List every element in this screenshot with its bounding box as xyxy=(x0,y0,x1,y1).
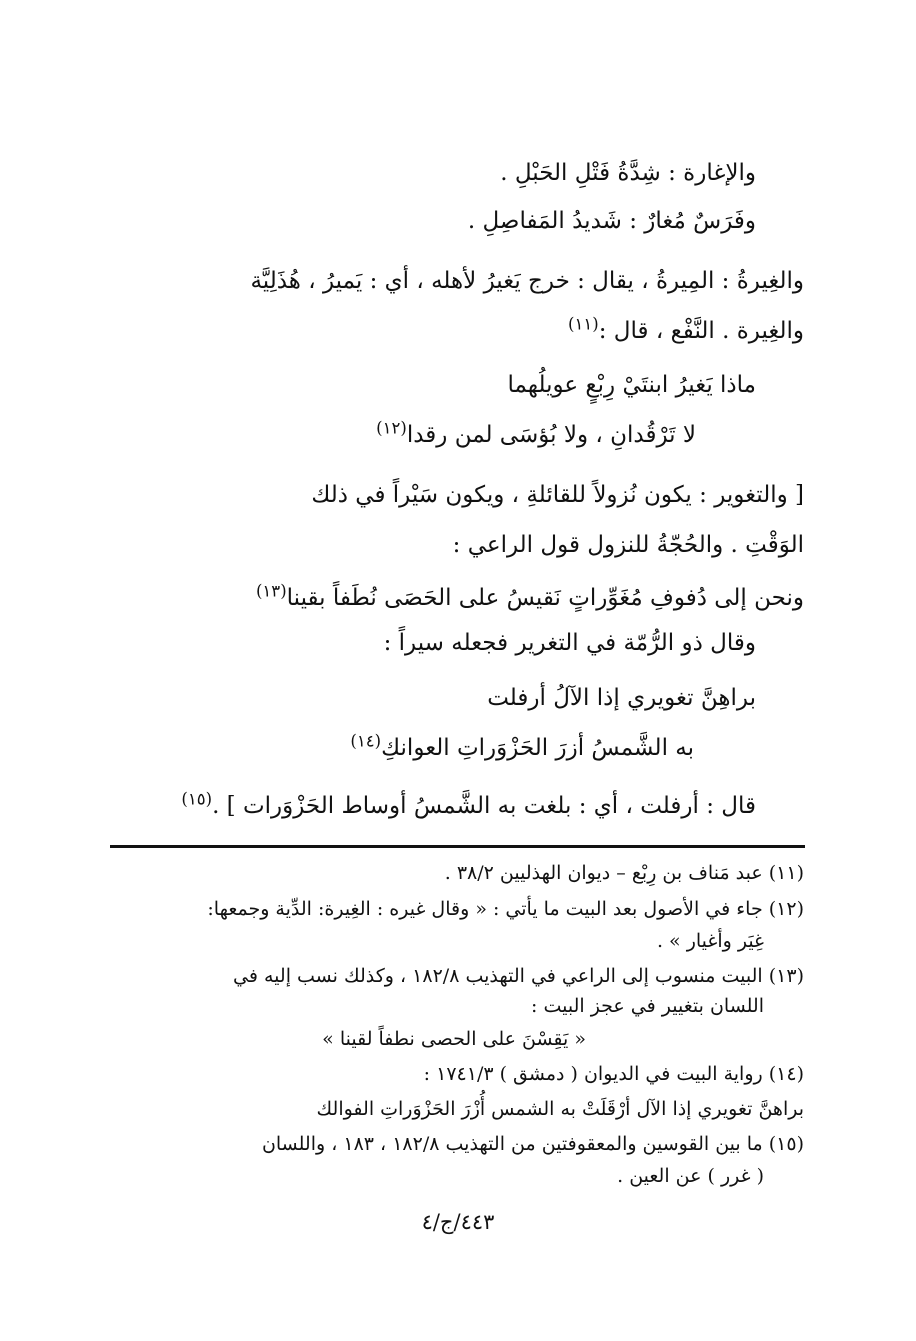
page-number: ٤٤٣/ج/٤ xyxy=(421,1210,495,1234)
text-line-8: قال : أرفلت ، أي : بلغت به الشَّمسُ أوساط الحَزْوَرات ] .$^{(١٥)}$ xyxy=(181,789,756,819)
verse-3: ونحن إلى دُفوفِ مُغَوِّراتٍ نَقيسُ على الحَصَى نُطَفاً بقينا$^{(١٣)}$ xyxy=(255,581,804,611)
footnote-13-line-3: « يَقِسْنَ على الحصى نطفاً لقينا » xyxy=(322,1028,586,1050)
text-line-5: [ والتغوير : يكون نُزولاً للقائلةِ ، ويكون سَيْراً في ذلك xyxy=(311,482,804,508)
footnote-13-line-2: اللسان بتغيير في عجز البيت : xyxy=(531,995,764,1017)
text-line-4: والغِيرة . النَّفْع ، قال :$^{(١١)}$ xyxy=(568,314,804,344)
verse-1: ماذا يَغيرُ ابنتَيْ رِبْعٍ عويلُهما xyxy=(507,372,756,398)
footnote-13-line-1: (١٣) البيت منسوب إلى الراعي في التهذيب ١٨٢/٨ ، وكذلك نسب إليه في xyxy=(233,965,804,987)
footnote-ref-12: (١٢) xyxy=(376,418,407,438)
footnote-11: (١١) عبد مَناف بن رِبْع – ديوان الهذليين ٣٨/٢ . xyxy=(444,862,804,884)
verse-2: لا تَرْقُدانِ ، ولا بُؤسَى لمن رقدا$^{(١٢)}$ xyxy=(376,418,696,448)
footnote-ref-15: (١٥) xyxy=(181,789,213,809)
text-line-1: والإغارة : شِدَّةُ فَتْلِ الحَبْلِ . xyxy=(500,160,756,186)
verse-5: به الشَّمسُ أزرَ الحَزْوَراتِ العوانكِ$^{(١٤)}$ xyxy=(350,731,694,761)
footnote-12-line-1: (١٢) جاء في الأصول بعد البيت ما يأتي : « وقال غيره : الغِيرة: الدِّية وجمعها: xyxy=(207,898,804,920)
footnote-15-line-2: ( غرر ) عن العين . xyxy=(617,1165,764,1187)
text-line-2: وفَرَسٌ مُغارٌ : شَديدُ المَفاصِلِ . xyxy=(467,208,756,234)
footnote-ref-14: (١٤) xyxy=(350,731,382,751)
text-line-6: الوَقْتِ . والحُجّةُ للنزول قول الراعي : xyxy=(452,532,804,558)
text-line-3: والغِيرةُ : المِيرةُ ، يقال : خرج يَغيرُ لأهله ، أي : يَميرُ ، هُذَلِيَّة xyxy=(250,268,804,294)
footnote-14-line-1: (١٤) رواية البيت في الديوان ( دمشق ) ١٧٤١/٣ : xyxy=(423,1063,804,1085)
text-line-7: وقال ذو الرُّمّة في التغرير فجعله سيراً : xyxy=(383,630,756,656)
footnote-15-line-1: (١٥) ما بين القوسين والمعقوفتين من التهذيب ١٨٢/٨ ، ١٨٣ ، واللسان xyxy=(261,1133,804,1155)
footnote-ref-11: (١١) xyxy=(568,314,599,334)
verse-4: براهِنَّ تغويري إذا الآلُ أرفلت xyxy=(487,685,756,711)
footnote-divider xyxy=(110,845,805,848)
footnote-12-line-2: غِيَر وأغيار » . xyxy=(656,930,764,952)
footnote-14-line-2: براهنَّ تغويري إذا الآل أرْقَلَتْ به الشمس أُزْرَ الحَزْوَراتِ الفوالك xyxy=(316,1098,804,1120)
footnote-ref-13: (١٣) xyxy=(255,581,287,601)
